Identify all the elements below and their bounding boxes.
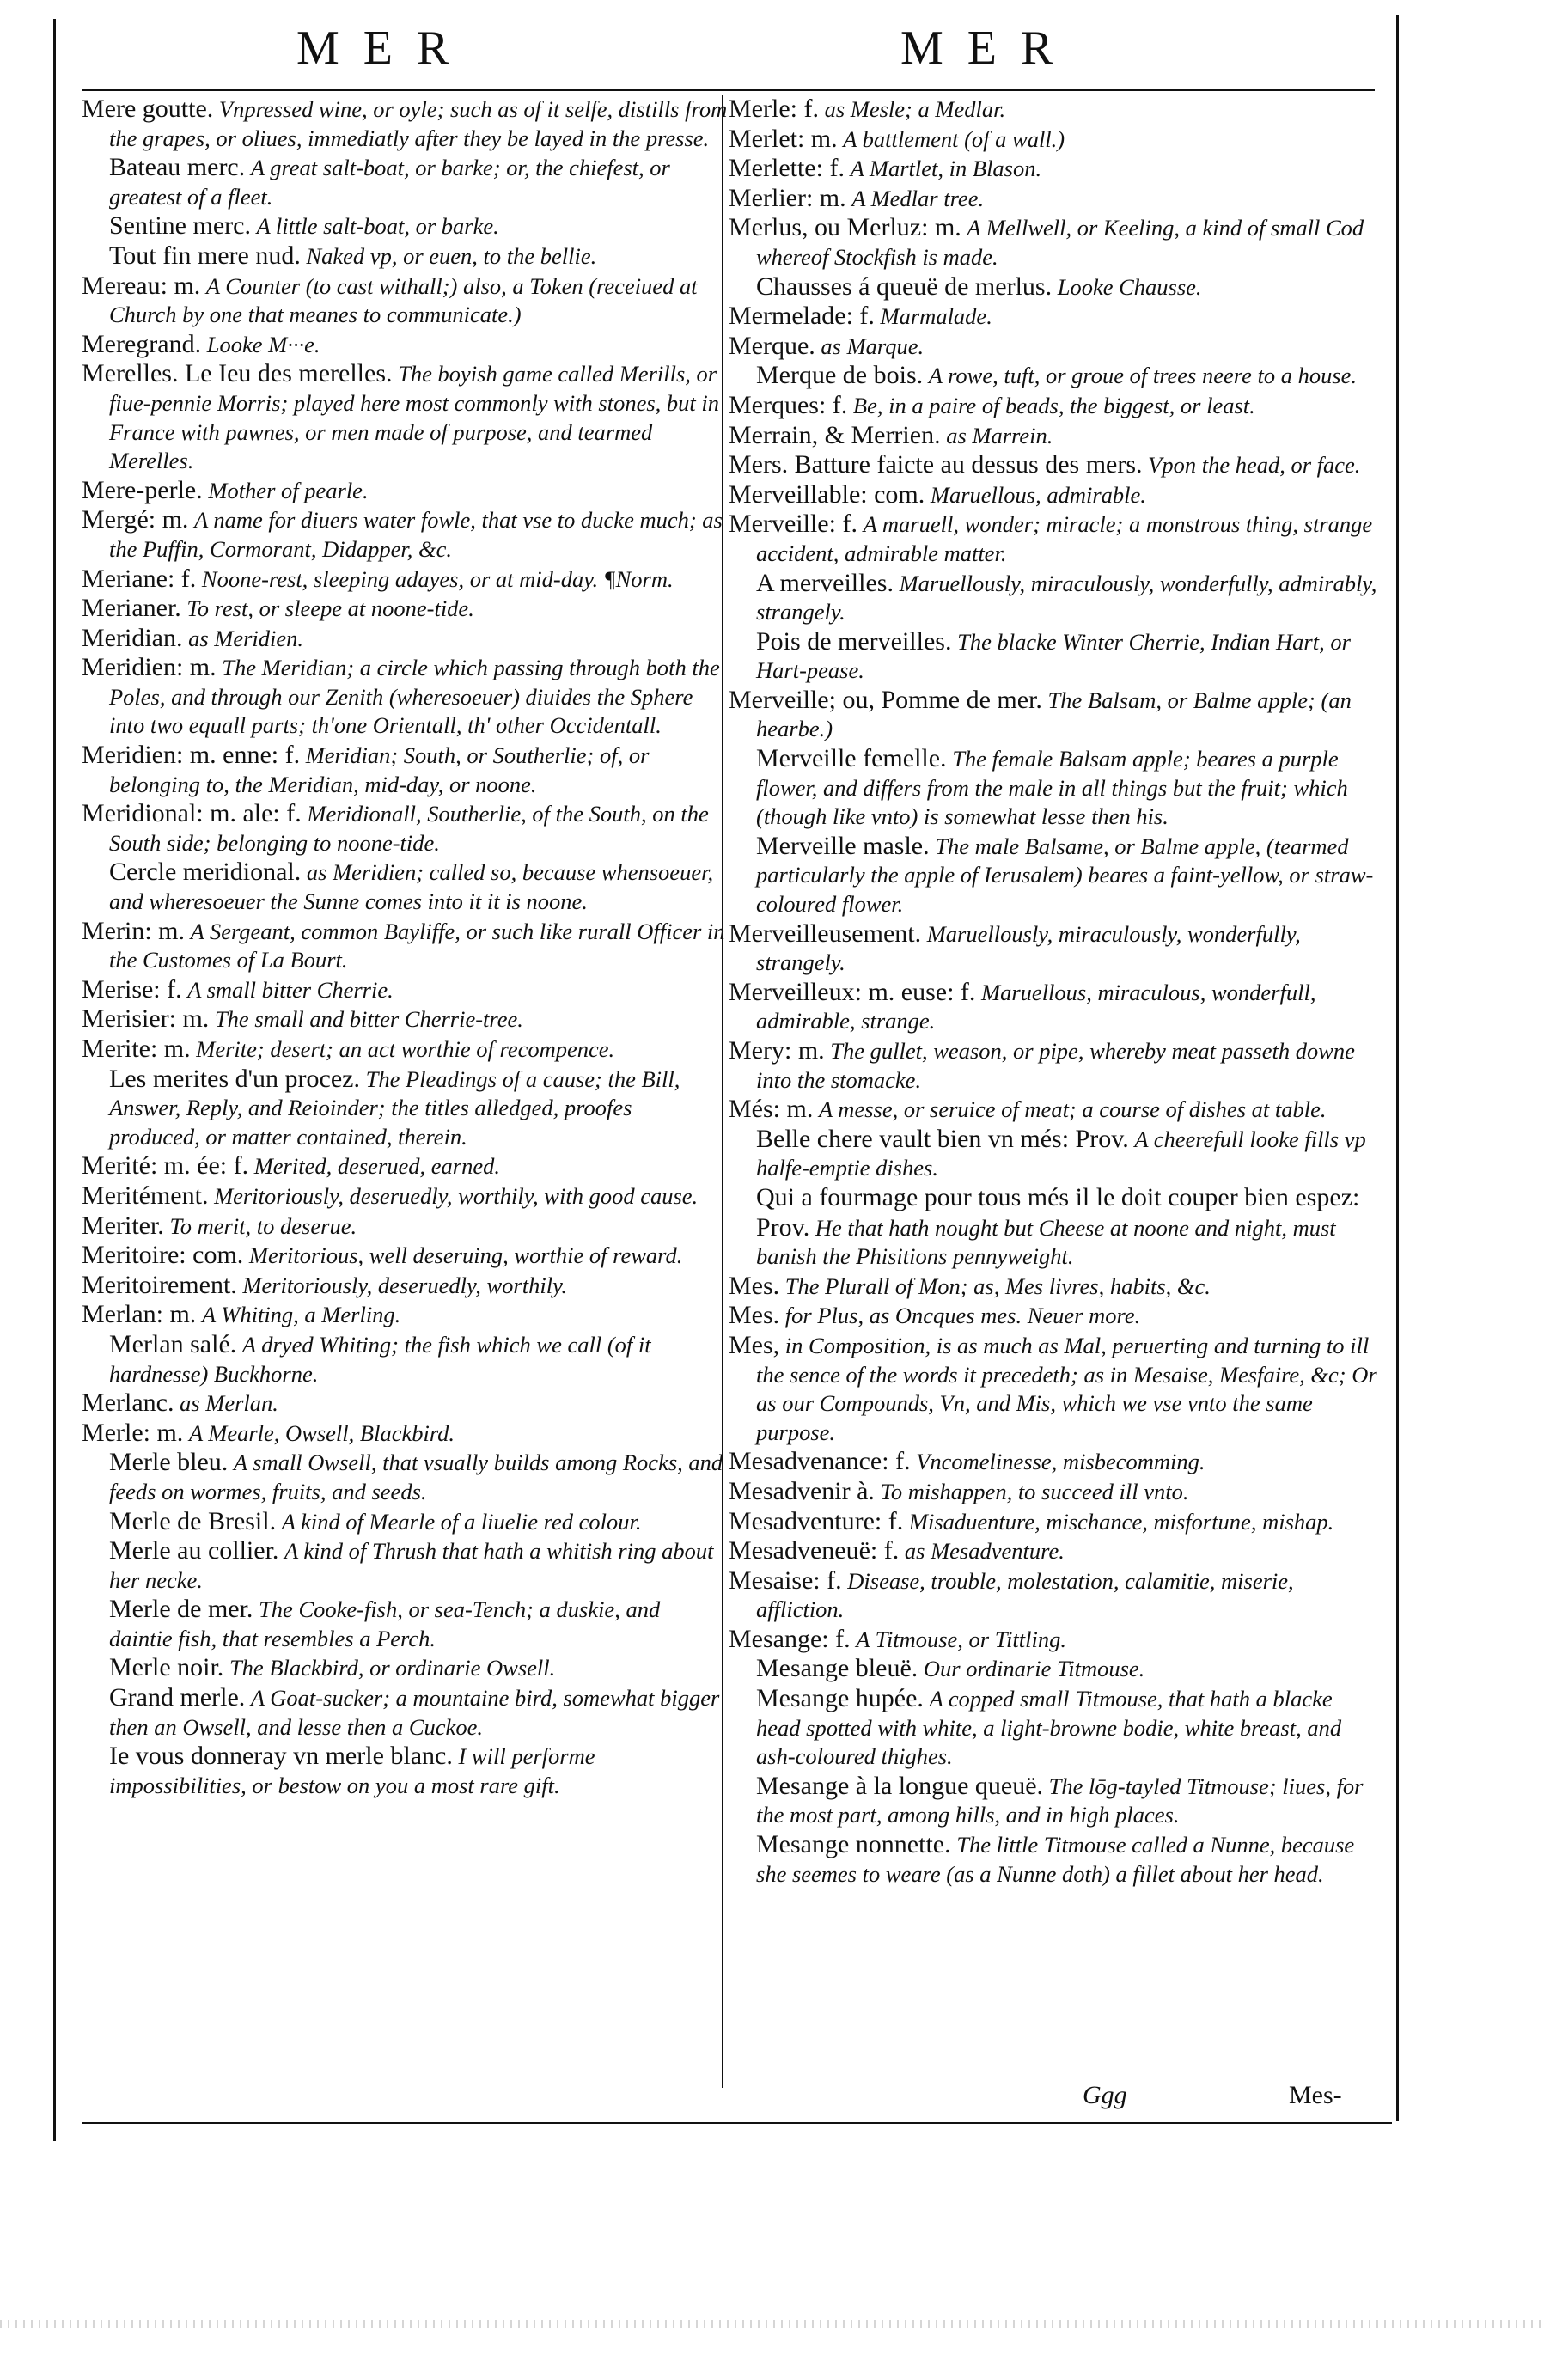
- headword: Mesange hupée.: [756, 1684, 924, 1713]
- headword: Merlier: m.: [729, 183, 846, 212]
- headword: A merveilles.: [756, 568, 894, 597]
- headword: Cercle meridional.: [109, 857, 302, 887]
- definition: To rest, or sleepe at noone-tide.: [186, 595, 474, 622]
- headword: Mesadvenir à.: [729, 1476, 875, 1505]
- dictionary-entry: [82, 1507, 728, 1537]
- dictionary-entry: [82, 799, 728, 857]
- headword: Mesadventure: f.: [729, 1506, 904, 1535]
- definition: as Mesle; a Medlar.: [824, 96, 1006, 122]
- definition: Looke Chausse.: [1057, 273, 1202, 300]
- headword: Merrain, & Merrien.: [729, 420, 941, 449]
- dictionary-entry: [729, 1830, 1382, 1889]
- definition: A Goat-sucker; a mountaine bird, somewhat bigger then an Owsell, and lesse then a Cuckoe.: [109, 1685, 720, 1740]
- definition: A Martlet, in Blason.: [850, 156, 1042, 182]
- headword: Merques: f.: [729, 390, 848, 419]
- headword: Merle de mer.: [109, 1595, 253, 1624]
- definition: Merited, deserued, earned.: [253, 1153, 500, 1180]
- dictionary-entry: [729, 184, 1382, 214]
- headword: Merlan salé.: [109, 1329, 237, 1358]
- definition: A messe, or seruice of meat; a course of dishes at table.: [818, 1096, 1327, 1123]
- headword: Bateau merc.: [109, 153, 246, 182]
- dictionary-entry: [82, 1536, 728, 1595]
- headword: Merle de Bresil.: [109, 1506, 277, 1535]
- definition: Be, in a paire of beads, the biggest, or least.: [852, 392, 1255, 418]
- headword: Mergé: m.: [82, 505, 189, 534]
- dictionary-entry: [729, 1507, 1382, 1537]
- dictionary-entry: [82, 241, 728, 272]
- definition: A dryed Whiting; the fish which we call (of it hardnesse) Buckhorne.: [109, 1331, 651, 1387]
- running-head-left: MER: [296, 21, 473, 75]
- dictionary-entry: [729, 1301, 1382, 1331]
- definition: A copped small Titmouse, that hath a blacke head spotted with white, a light-browne bodie, white breast, and ash-coloured thighes.: [756, 1686, 1342, 1770]
- headword: Merlet: m.: [729, 124, 838, 153]
- definition: The small and bitter Cherrie-tree.: [214, 1006, 523, 1033]
- scan-artifact-strip: [0, 2320, 1544, 2328]
- definition: A Mearle, Owsell, Blackbird.: [188, 1419, 455, 1446]
- signature-mark: Ggg: [1083, 2081, 1127, 2109]
- dictionary-entry: [82, 1181, 728, 1211]
- dictionary-entry: [729, 272, 1382, 302]
- definition: The Blackbird, or ordinarie Owsell.: [229, 1655, 556, 1681]
- definition: The lōg-tayled Titmouse; liues, for the most part, among hills, and in high places.: [756, 1773, 1364, 1828]
- headword: Merveilleusement.: [729, 918, 922, 948]
- dictionary-entry: [729, 1772, 1382, 1830]
- dictionary-entry: [82, 153, 728, 211]
- headword: Pois de merveilles.: [756, 626, 952, 656]
- headword: Meridional: m. ale: f.: [82, 799, 302, 828]
- dictionary-entry: [729, 1095, 1382, 1125]
- headword: Més: m.: [729, 1095, 814, 1124]
- definition: as Marque.: [821, 333, 925, 359]
- definition: The little Titmouse called a Nunne, because she seemes to weare (as a Nunne doth) a fillet about her head.: [756, 1832, 1355, 1887]
- headword: Mes.: [729, 1301, 780, 1330]
- dictionary-entry: [729, 1654, 1382, 1684]
- definition: A Titmouse, or Tittling.: [856, 1626, 1066, 1652]
- dictionary-entry: [729, 1566, 1382, 1625]
- headword: Merle: m.: [82, 1418, 184, 1447]
- headword: Merveilleux: m. euse: f.: [729, 977, 976, 1006]
- dictionary-entry: [82, 1151, 728, 1181]
- definition: The gullet, weason, or pipe, whereby meat passeth downe into the stomacke.: [756, 1038, 1355, 1093]
- definition: Mother of pearle.: [208, 477, 369, 503]
- dictionary-entry: [729, 919, 1382, 978]
- dictionary-entry: [82, 1004, 728, 1034]
- headword: Merle noir.: [109, 1653, 224, 1682]
- definition: A name for diuers water fowle, that vse to ducke much; as the Puffin, Cormorant, Didapper, &c.: [109, 507, 723, 562]
- dictionary-entry: [82, 1388, 728, 1419]
- definition: The blacke Winter Cherrie, Indian Hart, or Hart-pease.: [756, 628, 1351, 684]
- headword: Merveille: f.: [729, 510, 857, 539]
- definition: Meritoriously, deseruedly, worthily.: [242, 1272, 568, 1298]
- headword: Mesange à la longue queuë.: [756, 1771, 1044, 1800]
- headword: Qui a fourmage pour tous més il le doit couper bien espez: Prov.: [756, 1182, 1360, 1242]
- dictionary-entry: [729, 1183, 1382, 1272]
- headword: Mereau: m.: [82, 271, 201, 300]
- dictionary-entry: [729, 450, 1382, 480]
- headword: Mesange nonnette.: [756, 1830, 951, 1859]
- dictionary-entry: [82, 975, 728, 1005]
- definition: Maruellously, miraculously, wonderfully, admirably, strangely.: [756, 570, 1377, 626]
- headword: Mesadveneuë: f.: [729, 1536, 900, 1565]
- dictionary-entry: [82, 653, 728, 741]
- definition: A Mellwell, or Keeling, a kind of small Cod whereof Stockfish is made.: [756, 215, 1364, 270]
- dictionary-entry: [729, 1625, 1382, 1655]
- dictionary-entry: [82, 594, 728, 624]
- headword: Ie vous donneray vn merle blanc.: [109, 1742, 453, 1771]
- definition: A Counter (to cast withall;) also, a Token (receiued at Church by one that meanes to communicate.): [109, 272, 698, 328]
- dictionary-entry: [82, 1742, 728, 1800]
- definition: Disease, trouble, molestation, calamitie, miserie, affliction.: [756, 1567, 1294, 1623]
- dictionary-entry: [82, 272, 728, 330]
- dictionary-entry: [729, 1447, 1382, 1477]
- headword: Mes,: [729, 1330, 780, 1359]
- dictionary-entry: [729, 332, 1382, 362]
- dictionary-entry: [82, 1065, 728, 1152]
- definition: Noone-rest, sleeping adayes, or at mid-day. ¶Norm.: [201, 565, 674, 592]
- dictionary-entry: [82, 857, 728, 916]
- definition: To merit, to deserue.: [169, 1212, 357, 1239]
- dictionary-entry: [729, 95, 1382, 125]
- frame-left-border: [53, 19, 56, 2141]
- definition: Meridian; South, or Southerlie; of, or belonging to, the Meridian, mid-day, or noone.: [109, 742, 650, 797]
- dictionary-entry: [729, 1125, 1382, 1183]
- dictionary-entry: [729, 302, 1382, 332]
- definition: in Composition, is as much as Mal, peruerting and turning to ill the sence of the words it precedeth; as in Mesaise, Mesfaire, &c; Or as our Compounds, Vn, and Mis, which we vse vnto the same purpose.: [756, 1332, 1377, 1445]
- dictionary-entry: [729, 361, 1382, 391]
- headword: Meregrand.: [82, 329, 202, 358]
- definition: Meritoriously, deseruedly, worthily, with good cause.: [214, 1182, 699, 1209]
- definition: A maruell, wonder; miracle; a monstrous thing, strange accident, admirable matter.: [756, 511, 1373, 566]
- definition: A kind of Mearle of a liuelie red colour.: [281, 1508, 642, 1535]
- definition: as Meridien; called so, because whensoeuer, and wheresoeuer the Sunne comes into it it is noone.: [109, 859, 714, 915]
- definition: I will performe impossibilities, or bestow on you a most rare gift.: [109, 1743, 595, 1798]
- definition: as Marrein.: [946, 422, 1053, 449]
- headword: Merité: m. ée: f.: [82, 1151, 249, 1181]
- dictionary-entry: [729, 832, 1382, 919]
- right-column: [729, 95, 1382, 1889]
- definition: A great salt-boat, or barke; or, the chiefest, or greatest of a fleet.: [109, 155, 670, 210]
- headword: Mesange bleuë.: [756, 1654, 918, 1683]
- dictionary-entry: [82, 564, 728, 595]
- definition: Vnpressed wine, or oyle; such as of it selfe, distills from the grapes, or oliues, immediatly after they be layed in the presse.: [109, 96, 728, 151]
- headword: Merle: f.: [729, 95, 819, 123]
- dictionary-entry: [82, 741, 728, 799]
- dictionary-entry: [82, 624, 728, 654]
- dictionary-entry: [82, 330, 728, 360]
- definition: The Meridian; a circle which passing through both the Poles, and through our Zenith (wheresoeuer) diuides the Sphere into two equall parts; th'one Orientall, th' other Occidentall.: [109, 655, 720, 739]
- headword: Merveille femelle.: [756, 744, 947, 773]
- definition: Our ordinarie Titmouse.: [923, 1656, 1145, 1682]
- dictionary-entry: [82, 1211, 728, 1242]
- headword: Merlan: m.: [82, 1300, 197, 1329]
- headword: Meriter.: [82, 1211, 164, 1240]
- definition: A cheerefull looke fills vp halfe-emptie dishes.: [756, 1126, 1366, 1181]
- dictionary-entry: [82, 917, 728, 975]
- definition: A Medlar tree.: [851, 185, 985, 211]
- headword: Mery: m.: [729, 1036, 825, 1065]
- dictionary-entry: [82, 1300, 728, 1330]
- headword: Mes.: [729, 1271, 780, 1300]
- headword: Meridien: m.: [82, 653, 217, 682]
- headword: Mermelade: f.: [729, 302, 875, 331]
- dictionary-entry: [82, 1653, 728, 1683]
- headword: Merque.: [729, 331, 815, 360]
- definition: Merite; desert; an act worthie of recompence.: [196, 1036, 615, 1062]
- headword: Merveille; ou, Pomme de mer.: [729, 685, 1042, 714]
- dictionary-entry: [729, 978, 1382, 1036]
- dictionary-entry: [729, 1272, 1382, 1302]
- headword: Merle bleu.: [109, 1448, 229, 1477]
- definition: The Cooke-fish, or sea-Tench; a duskie, and daintie fish, that resembles a Perch.: [109, 1596, 661, 1651]
- catchword: Mes-: [1289, 2081, 1342, 2109]
- headword: Merlanc.: [82, 1388, 174, 1418]
- dictionary-entry: [82, 505, 728, 564]
- headword: Mere goutte.: [82, 95, 214, 123]
- headword: Merite: m.: [82, 1034, 191, 1063]
- definition: The female Balsam apple; beares a purple flower, and differs from the male in all things but the fruit; which (though like vnto) is somewhat lesse then his.: [756, 746, 1348, 830]
- bottom-rule: [82, 2122, 1392, 2124]
- definition: Marmalade.: [880, 303, 992, 330]
- definition: A kind of Thrush that hath a whitish ring about her necke.: [109, 1538, 714, 1593]
- definition: The Plurall of Mon; as, Mes livres, habits, &c.: [784, 1272, 1211, 1299]
- left-column: [82, 95, 728, 1800]
- headword: Meriane: f.: [82, 564, 197, 593]
- dictionary-entry: [729, 213, 1382, 272]
- dictionary-entry: [82, 476, 728, 506]
- definition: The Pleadings of a cause; the Bill, Answer, Reply, and Reioinder; the titles alledged, proofes produced, or matter contained, therein.: [109, 1065, 680, 1150]
- definition: A Whiting, a Merling.: [201, 1302, 401, 1328]
- headword: Merise: f.: [82, 974, 182, 1004]
- headword: Meridian.: [82, 623, 183, 652]
- dictionary-entry: [729, 421, 1382, 451]
- definition: Looke M···e.: [206, 331, 320, 357]
- headword: Meritoire: com.: [82, 1241, 244, 1270]
- running-head-right: MER: [900, 21, 1077, 75]
- dictionary-entry: [82, 359, 728, 475]
- dictionary-entry: [82, 1448, 728, 1506]
- headword: Mere-perle.: [82, 475, 203, 504]
- definition: Maruellous, admirable.: [930, 481, 1146, 508]
- headword: Meritément.: [82, 1181, 209, 1210]
- dictionary-entry: [82, 211, 728, 241]
- definition: To mishappen, to succeed ill vnto.: [880, 1478, 1189, 1504]
- header-divider: [82, 89, 1375, 91]
- definition: Naked vp, or euen, to the bellie.: [306, 242, 597, 269]
- headword: Merelles. Le Ieu des merelles.: [82, 359, 393, 388]
- frame-right-border: [1396, 15, 1399, 2121]
- dictionary-entry: [82, 1241, 728, 1271]
- dictionary-entry: [82, 1034, 728, 1065]
- definition: He that hath nought but Cheese at noone and night, must banish the Phisitions pennyweight.: [756, 1214, 1336, 1270]
- definition: A little salt-boat, or barke.: [256, 213, 499, 240]
- headword: Chausses á queuë de merlus.: [756, 272, 1053, 301]
- definition: The male Balsame, or Balme apple, (tearmed particularly the apple of Ierusalem) beares a faint-yellow, or straw-coloured flower.: [756, 833, 1374, 918]
- headword: Tout fin mere nud.: [109, 241, 301, 270]
- definition: Misaduenture, mischance, misfortune, mishap.: [908, 1508, 1334, 1535]
- definition: as Merlan.: [180, 1390, 278, 1417]
- definition: Maruellous, miraculous, wonderfull, admirable, strange.: [756, 979, 1316, 1034]
- headword: Merin: m.: [82, 916, 185, 945]
- headword: Merlette: f.: [729, 154, 845, 183]
- dictionary-entry: [729, 1331, 1382, 1447]
- headword: Mesadvenance: f.: [729, 1447, 911, 1476]
- dictionary-entry: [729, 1536, 1382, 1566]
- dictionary-entry: [82, 1683, 728, 1742]
- headword: Mesange: f.: [729, 1624, 851, 1653]
- definition: A Sergeant, common Bayliffe, or such like rurall Officer in the Customes of La Bourt.: [109, 918, 725, 973]
- dictionary-entry: [729, 154, 1382, 184]
- headword: Meritoirement.: [82, 1270, 237, 1299]
- definition: A rowe, tuft, or groue of trees neere to a house.: [928, 363, 1358, 389]
- definition: as Mesadventure.: [904, 1538, 1065, 1565]
- headword: Meridien: m. enne: f.: [82, 741, 301, 770]
- dictionary-entry: [729, 125, 1382, 155]
- definition: for Plus, as Oncques mes. Neuer more.: [784, 1303, 1141, 1329]
- headword: Merveille masle.: [756, 831, 930, 860]
- headword: Les merites d'un procez.: [109, 1064, 360, 1093]
- dictionary-entry: [729, 1477, 1382, 1507]
- definition: A small Owsell, that vsually builds among Rocks, and feeds on wormes, fruits, and seeds.: [109, 1449, 723, 1504]
- headword: Mers. Batture faicte au dessus des mers.: [729, 450, 1143, 479]
- dictionary-entry: [729, 480, 1382, 510]
- headword: Merle au collier.: [109, 1536, 279, 1565]
- dictionary-entry: [82, 1419, 728, 1449]
- dictionary-entry: [729, 627, 1382, 686]
- dictionary-entry: [729, 569, 1382, 627]
- headword: Grand merle.: [109, 1683, 246, 1712]
- headword: Merianer.: [82, 594, 181, 623]
- dictionary-entry: [729, 686, 1382, 744]
- dictionary-entry: [82, 1330, 728, 1388]
- definition: Meritorious, well deseruing, worthie of reward.: [248, 1242, 683, 1269]
- dictionary-entry: [729, 1684, 1382, 1772]
- headword: Merque de bois.: [756, 361, 924, 390]
- headword: Belle chere vault bien vn més: Prov.: [756, 1124, 1129, 1153]
- dictionary-entry: [729, 510, 1382, 568]
- dictionary-entry: [729, 1036, 1382, 1095]
- definition: A battlement (of a wall.): [843, 125, 1065, 152]
- dictionary-entry: [729, 744, 1382, 832]
- dictionary-entry: [82, 95, 728, 153]
- definition: Maruellously, miraculously, wonderfully, strangely.: [756, 920, 1301, 976]
- headword: Sentine merc.: [109, 211, 251, 241]
- headword: Merisier: m.: [82, 1004, 210, 1034]
- headword: Mesaise: f.: [729, 1565, 842, 1595]
- headword: Merlus, ou Merluz: m.: [729, 213, 961, 242]
- headword: Merveillable: com.: [729, 479, 925, 509]
- dictionary-entry: [82, 1271, 728, 1301]
- definition: as Meridien.: [188, 625, 304, 651]
- dictionary-entry: [729, 391, 1382, 421]
- definition: The Balsam, or Balme apple; (an hearbe.): [756, 687, 1352, 742]
- definition: The boyish game called Merills, or fiue-pennie Morris; played here most commonly with stones, but in France with pawnes, or men made of purpose, and tearmed Merelles.: [109, 361, 719, 474]
- dictionary-entry: [82, 1595, 728, 1653]
- definition: Vncomelinesse, misbecomming.: [916, 1449, 1205, 1475]
- definition: Vpon the head, or face.: [1148, 452, 1361, 479]
- definition: A small bitter Cherrie.: [187, 976, 394, 1003]
- definition: Meridionall, Southerlie, of the South, on the South side; belonging to noone-tide.: [109, 801, 709, 856]
